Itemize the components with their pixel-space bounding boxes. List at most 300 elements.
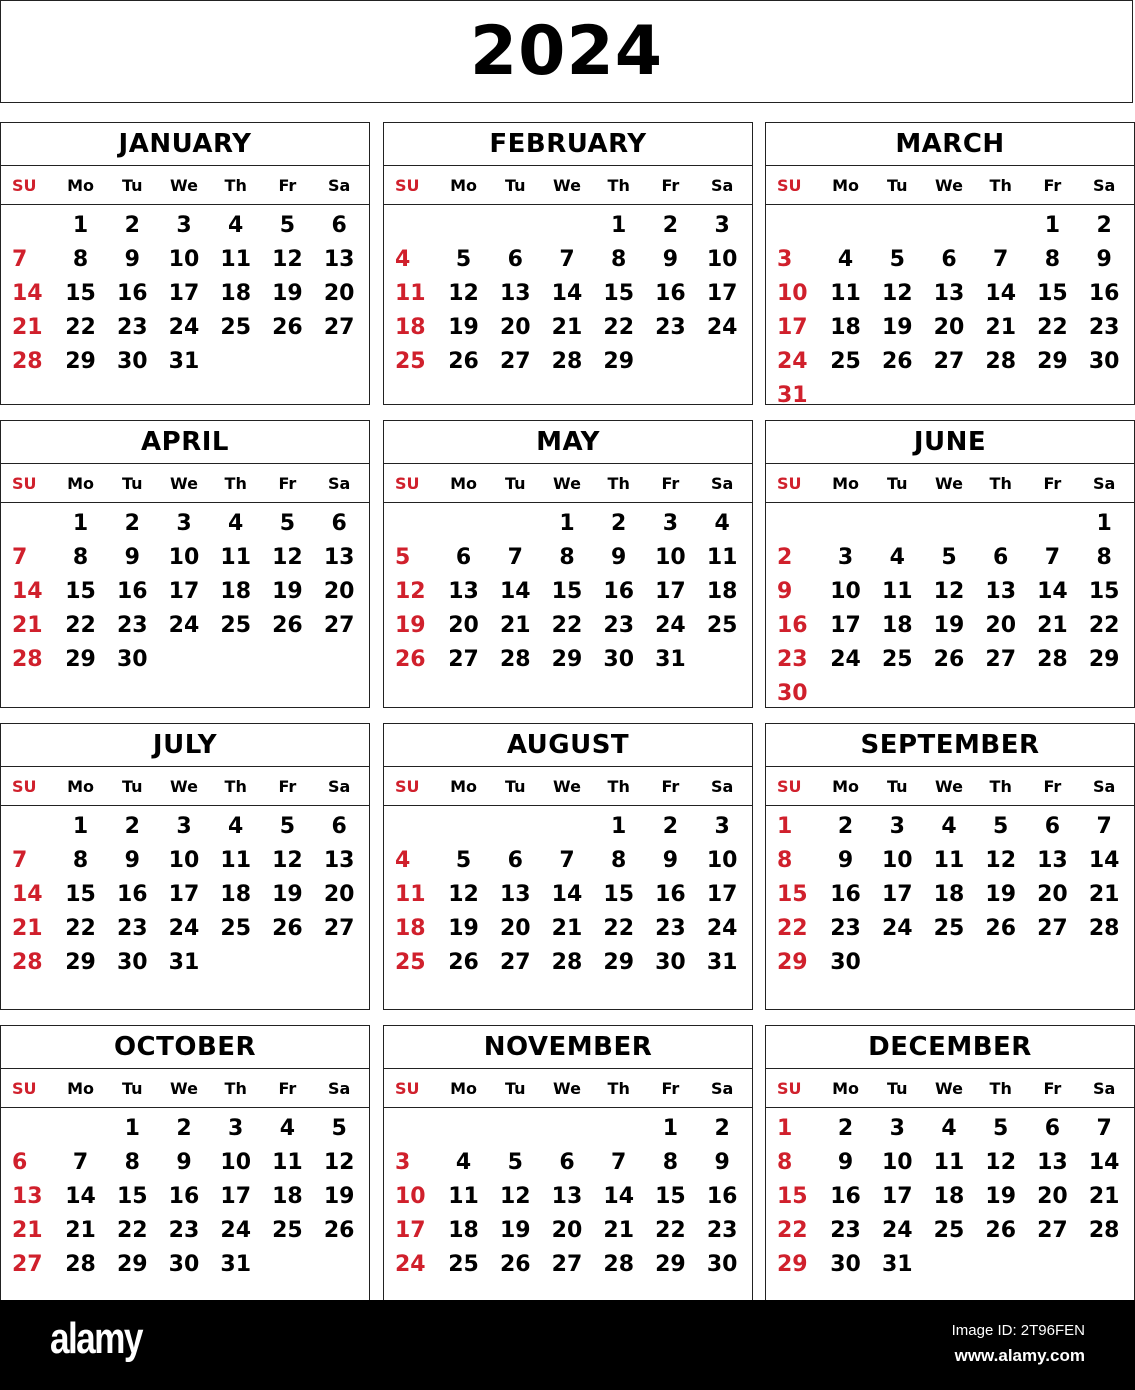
day-cell: 24	[881, 1218, 913, 1243]
day-cell: 20	[1037, 882, 1068, 907]
weekday-label: Mo	[832, 776, 860, 796]
day-cell: 20	[323, 882, 355, 907]
day-cell: 27	[1037, 916, 1068, 941]
day-cell: 25	[933, 1218, 965, 1243]
weekday-label: Mo	[832, 1078, 860, 1098]
day-cell: 10	[777, 281, 808, 306]
day-cell: 15	[65, 579, 96, 604]
weekday-label: SU	[12, 1078, 37, 1098]
day-cell: 10	[830, 579, 861, 604]
empty-day-cell	[1027, 946, 1079, 980]
empty-day-cell	[262, 946, 314, 980]
day-cell: 27	[323, 916, 355, 941]
year-title: 2024	[469, 11, 664, 91]
weekday-label: Sa	[1092, 473, 1116, 493]
day-cell: 2	[662, 213, 679, 238]
day-cell: 21	[1088, 882, 1120, 907]
empty-day-cell	[768, 209, 820, 243]
day-cell: 12	[499, 1184, 531, 1209]
weekday-label: Th	[989, 175, 1012, 195]
weekday-label: We	[935, 175, 963, 195]
month-panel-july	[0, 723, 370, 1010]
day-cell: 3	[889, 814, 905, 839]
day-cell: 29	[65, 349, 96, 374]
day-cell: 20	[323, 579, 355, 604]
weekday-label: Sa	[327, 175, 351, 195]
day-cell: 8	[559, 545, 575, 570]
day-cell: 31	[168, 950, 200, 975]
day-cell: 31	[777, 383, 808, 405]
empty-day-cell	[593, 1112, 645, 1146]
day-cell: 14	[1088, 1150, 1120, 1175]
day-cell: 1	[777, 1116, 793, 1141]
day-cell: 10	[881, 848, 913, 873]
day-cell: 9	[1096, 247, 1112, 272]
day-cell: 12	[985, 848, 1017, 873]
day-cell: 19	[272, 882, 303, 907]
empty-day-cell	[820, 209, 872, 243]
day-cell: 24	[655, 613, 686, 638]
empty-day-cell	[3, 507, 55, 541]
weekday-header	[766, 767, 1134, 806]
day-cell: 6	[559, 1150, 575, 1175]
day-cell: 28	[12, 950, 43, 975]
day-cell: 2	[124, 213, 140, 238]
day-cell: 14	[603, 1184, 635, 1209]
day-cell: 3	[176, 814, 192, 839]
day-cell: 1	[124, 1116, 140, 1141]
day-cell: 3	[837, 545, 854, 570]
day-cell: 14	[12, 882, 43, 907]
empty-day-cell	[871, 677, 923, 708]
day-cell: 12	[881, 281, 913, 306]
day-cell: 16	[116, 882, 148, 907]
day-cell: 2	[124, 814, 140, 839]
weekday-label: Sa	[327, 473, 351, 493]
day-cell: 18	[220, 579, 252, 604]
day-cell: 5	[455, 848, 472, 873]
empty-day-cell	[871, 209, 923, 243]
empty-day-cell	[871, 507, 923, 541]
day-cell: 25	[220, 613, 252, 638]
day-grid	[384, 205, 752, 379]
day-cell: 4	[228, 814, 244, 839]
weekday-label: Mo	[67, 776, 95, 796]
weekday-label: Sa	[710, 175, 734, 195]
day-cell: 21	[551, 916, 583, 941]
day-cell: 17	[830, 613, 861, 638]
empty-day-cell	[1027, 1248, 1079, 1282]
day-cell: 14	[1037, 579, 1068, 604]
day-cell: 19	[323, 1184, 355, 1209]
day-cell: 18	[933, 882, 965, 907]
site-url: www.alamy.com	[954, 1346, 1085, 1365]
weekday-label: SU	[777, 473, 802, 493]
empty-day-cell	[541, 810, 593, 844]
day-cell: 30	[1088, 349, 1120, 374]
day-cell: 25	[395, 349, 426, 374]
empty-day-cell	[871, 379, 923, 405]
weekday-label: Tu	[122, 175, 143, 195]
month-panel-april	[0, 420, 370, 708]
day-cell: 22	[65, 916, 96, 941]
day-cell: 30	[116, 647, 148, 672]
day-cell: 5	[993, 1116, 1009, 1141]
weekday-label: Sa	[710, 473, 734, 493]
day-cell: 24	[830, 647, 861, 672]
weekday-label: Sa	[1092, 1078, 1116, 1098]
month-title: MAY	[384, 421, 752, 464]
weekday-label: Fr	[661, 1078, 680, 1098]
day-cell: 11	[448, 1184, 479, 1209]
weekday-label: Th	[989, 776, 1012, 796]
weekday-label: We	[935, 473, 963, 493]
day-cell: 19	[448, 315, 479, 340]
day-cell: 25	[220, 315, 252, 340]
day-cell: 6	[1044, 814, 1061, 839]
day-cell: 15	[65, 281, 96, 306]
weekday-label: SU	[395, 776, 420, 796]
empty-day-cell	[871, 946, 923, 980]
day-cell: 24	[706, 916, 738, 941]
empty-day-cell	[386, 1112, 438, 1146]
empty-day-cell	[923, 507, 975, 541]
day-cell: 2	[777, 545, 793, 570]
day-cell: 21	[1088, 1184, 1120, 1209]
day-cell: 17	[881, 882, 913, 907]
day-cell: 27	[448, 647, 479, 672]
day-cell: 15	[603, 281, 635, 306]
empty-day-cell	[975, 677, 1027, 708]
day-cell: 4	[837, 247, 854, 272]
weekday-label: We	[553, 175, 581, 195]
day-cell: 28	[551, 950, 583, 975]
weekday-label: Fr	[278, 175, 297, 195]
weekday-header	[1, 166, 369, 205]
empty-day-cell	[3, 810, 55, 844]
day-cell: 12	[448, 281, 479, 306]
day-grid	[1, 503, 369, 677]
weekday-label: Mo	[67, 473, 95, 493]
weekday-label: SU	[777, 1078, 802, 1098]
day-cell: 23	[168, 1218, 200, 1243]
day-cell: 19	[985, 882, 1017, 907]
weekday-label: Mo	[67, 175, 95, 195]
day-cell: 23	[116, 916, 148, 941]
weekday-label: Tu	[887, 776, 908, 796]
day-cell: 27	[323, 315, 355, 340]
empty-day-cell	[386, 507, 438, 541]
day-cell: 26	[272, 613, 303, 638]
day-cell: 7	[12, 545, 28, 570]
day-cell: 12	[272, 545, 303, 570]
day-cell: 5	[279, 511, 296, 536]
empty-day-cell	[975, 946, 1027, 980]
day-cell: 4	[279, 1116, 296, 1141]
weekday-label: SU	[12, 473, 37, 493]
day-cell: 20	[1037, 1184, 1068, 1209]
day-cell: 8	[72, 848, 89, 873]
day-cell: 22	[603, 315, 635, 340]
day-cell: 26	[499, 1252, 531, 1277]
day-cell: 24	[777, 349, 808, 374]
day-cell: 26	[881, 349, 913, 374]
empty-day-cell	[1078, 677, 1130, 708]
day-grid	[384, 806, 752, 980]
empty-day-cell	[489, 1112, 541, 1146]
empty-day-cell	[55, 1112, 107, 1146]
day-cell: 30	[655, 950, 686, 975]
day-cell: 10	[168, 848, 200, 873]
day-cell: 1	[777, 814, 793, 839]
day-cell: 10	[706, 247, 738, 272]
empty-day-cell	[210, 643, 262, 677]
weekday-label: Sa	[1092, 175, 1116, 195]
day-cell: 21	[985, 315, 1017, 340]
day-cell: 13	[499, 882, 531, 907]
day-cell: 6	[331, 511, 347, 536]
day-cell: 25	[448, 1252, 479, 1277]
empty-day-cell	[489, 209, 541, 243]
month-title: JANUARY	[1, 123, 369, 166]
day-cell: 6	[331, 213, 347, 238]
day-cell: 24	[168, 916, 200, 941]
day-cell: 15	[551, 579, 583, 604]
empty-day-cell	[210, 345, 262, 379]
month-title: JUNE	[766, 421, 1134, 464]
day-cell: 20	[323, 281, 355, 306]
empty-day-cell	[541, 1112, 593, 1146]
day-cell: 14	[499, 579, 531, 604]
day-cell: 29	[1037, 349, 1068, 374]
month-panel-march	[765, 122, 1135, 405]
day-cell: 13	[448, 579, 479, 604]
day-cell: 18	[220, 281, 252, 306]
day-cell: 3	[777, 247, 793, 272]
day-cell: 8	[662, 1150, 679, 1175]
weekday-label: Fr	[661, 776, 680, 796]
day-cell: 19	[272, 579, 303, 604]
day-cell: 8	[611, 247, 627, 272]
weekday-label: Fr	[278, 473, 297, 493]
weekday-label: Tu	[887, 473, 908, 493]
day-cell: 30	[116, 349, 148, 374]
day-cell: 8	[72, 247, 89, 272]
empty-day-cell	[923, 677, 975, 708]
weekday-label: Tu	[505, 1078, 526, 1098]
day-cell: 21	[12, 613, 43, 638]
day-cell: 3	[714, 213, 730, 238]
day-cell: 29	[65, 647, 96, 672]
day-cell: 27	[985, 647, 1017, 672]
weekday-label: Tu	[122, 473, 143, 493]
day-cell: 16	[168, 1184, 200, 1209]
day-cell: 6	[507, 848, 523, 873]
day-cell: 19	[499, 1218, 531, 1243]
day-cell: 6	[993, 545, 1009, 570]
day-cell: 16	[706, 1184, 738, 1209]
day-cell: 3	[662, 511, 679, 536]
day-cell: 7	[559, 848, 575, 873]
day-cell: 28	[1088, 1218, 1120, 1243]
day-cell: 24	[168, 613, 200, 638]
day-cell: 20	[499, 315, 531, 340]
day-cell: 4	[228, 213, 244, 238]
weekday-label: Fr	[661, 175, 680, 195]
day-cell: 2	[124, 511, 140, 536]
weekday-label: Fr	[278, 776, 297, 796]
day-cell: 13	[1037, 1150, 1068, 1175]
day-cell: 15	[777, 1184, 808, 1209]
day-cell: 14	[1088, 848, 1120, 873]
day-cell: 1	[559, 511, 575, 536]
day-grid	[1, 205, 369, 379]
day-cell: 8	[72, 545, 89, 570]
empty-day-cell	[820, 507, 872, 541]
day-cell: 13	[323, 545, 355, 570]
day-cell: 28	[12, 647, 43, 672]
weekday-label: Th	[989, 1078, 1012, 1098]
month-title: MARCH	[766, 123, 1134, 166]
month-title: APRIL	[1, 421, 369, 464]
empty-day-cell	[262, 1248, 314, 1282]
weekday-label: Tu	[887, 1078, 908, 1098]
day-cell: 15	[1088, 579, 1120, 604]
day-cell: 20	[985, 613, 1017, 638]
day-cell: 6	[455, 545, 472, 570]
day-cell: 17	[168, 579, 200, 604]
day-cell: 11	[881, 579, 913, 604]
empty-day-cell	[1078, 379, 1130, 405]
day-cell: 15	[65, 882, 96, 907]
empty-day-cell	[696, 345, 748, 379]
empty-day-cell	[923, 946, 975, 980]
day-cell: 27	[551, 1252, 583, 1277]
day-cell: 7	[12, 848, 28, 873]
day-cell: 3	[228, 1116, 244, 1141]
empty-day-cell	[313, 946, 365, 980]
day-cell: 2	[837, 1116, 854, 1141]
day-cell: 9	[124, 247, 140, 272]
day-cell: 26	[985, 1218, 1017, 1243]
weekday-label: Sa	[1092, 776, 1116, 796]
day-cell: 11	[220, 545, 252, 570]
day-cell: 1	[611, 814, 627, 839]
day-cell: 14	[551, 882, 583, 907]
day-cell: 30	[168, 1252, 200, 1277]
day-cell: 4	[889, 545, 905, 570]
day-cell: 30	[603, 647, 635, 672]
empty-day-cell	[313, 643, 365, 677]
month-title: JULY	[1, 724, 369, 767]
day-cell: 8	[777, 1150, 793, 1175]
day-cell: 29	[1088, 647, 1120, 672]
day-cell: 11	[220, 247, 252, 272]
month-title: NOVEMBER	[384, 1026, 752, 1069]
weekday-label: Tu	[505, 175, 526, 195]
day-cell: 7	[1096, 1116, 1112, 1141]
day-cell: 12	[395, 579, 426, 604]
day-cell: 23	[603, 613, 635, 638]
empty-day-cell	[438, 209, 490, 243]
day-cell: 5	[889, 247, 905, 272]
day-cell: 30	[777, 681, 808, 706]
day-cell: 6	[507, 247, 523, 272]
day-cell: 9	[837, 848, 854, 873]
day-cell: 23	[777, 647, 808, 672]
day-cell: 2	[837, 814, 854, 839]
weekday-label: Th	[989, 473, 1012, 493]
day-cell: 18	[220, 882, 252, 907]
day-cell: 29	[777, 1252, 808, 1277]
day-cell: 11	[220, 848, 252, 873]
weekday-label: SU	[395, 1078, 420, 1098]
day-cell: 26	[272, 315, 303, 340]
year-header	[0, 0, 1133, 103]
day-cell: 2	[176, 1116, 192, 1141]
day-cell: 29	[777, 950, 808, 975]
day-cell: 21	[65, 1218, 96, 1243]
day-cell: 16	[655, 882, 686, 907]
weekday-label: SU	[777, 776, 802, 796]
alamy-logo: alamy	[50, 1314, 142, 1363]
day-cell: 24	[706, 315, 738, 340]
day-cell: 22	[655, 1218, 686, 1243]
day-cell: 23	[116, 613, 148, 638]
day-cell: 14	[551, 281, 583, 306]
weekday-label: Mo	[450, 1078, 478, 1098]
empty-day-cell	[313, 345, 365, 379]
day-cell: 19	[985, 1184, 1017, 1209]
day-cell: 31	[220, 1252, 252, 1277]
day-cell: 11	[933, 848, 965, 873]
day-cell: 21	[499, 613, 531, 638]
day-cell: 13	[323, 247, 355, 272]
day-cell: 9	[662, 247, 679, 272]
day-cell: 9	[176, 1150, 192, 1175]
day-cell: 30	[116, 950, 148, 975]
weekday-label: Th	[224, 1078, 247, 1098]
day-cell: 22	[551, 613, 583, 638]
weekday-label: We	[170, 473, 198, 493]
weekday-label: SU	[395, 473, 420, 493]
day-cell: 18	[395, 315, 426, 340]
day-grid	[766, 806, 1134, 980]
day-cell: 16	[116, 579, 148, 604]
day-cell: 7	[559, 247, 575, 272]
day-cell: 15	[777, 882, 808, 907]
day-cell: 28	[1088, 916, 1120, 941]
day-cell: 8	[1096, 545, 1112, 570]
day-cell: 29	[603, 950, 635, 975]
empty-day-cell	[386, 810, 438, 844]
day-cell: 2	[662, 814, 679, 839]
day-cell: 16	[603, 579, 635, 604]
weekday-header	[766, 166, 1134, 205]
weekday-header	[1, 1069, 369, 1108]
day-cell: 7	[12, 247, 28, 272]
empty-day-cell	[262, 345, 314, 379]
day-cell: 11	[395, 281, 426, 306]
day-cell: 1	[72, 213, 89, 238]
month-title: DECEMBER	[766, 1026, 1134, 1069]
empty-day-cell	[313, 1248, 365, 1282]
weekday-label: Th	[607, 776, 630, 796]
day-cell: 21	[603, 1218, 635, 1243]
weekday-label: Sa	[710, 1078, 734, 1098]
day-cell: 16	[830, 882, 861, 907]
day-cell: 22	[1037, 315, 1068, 340]
